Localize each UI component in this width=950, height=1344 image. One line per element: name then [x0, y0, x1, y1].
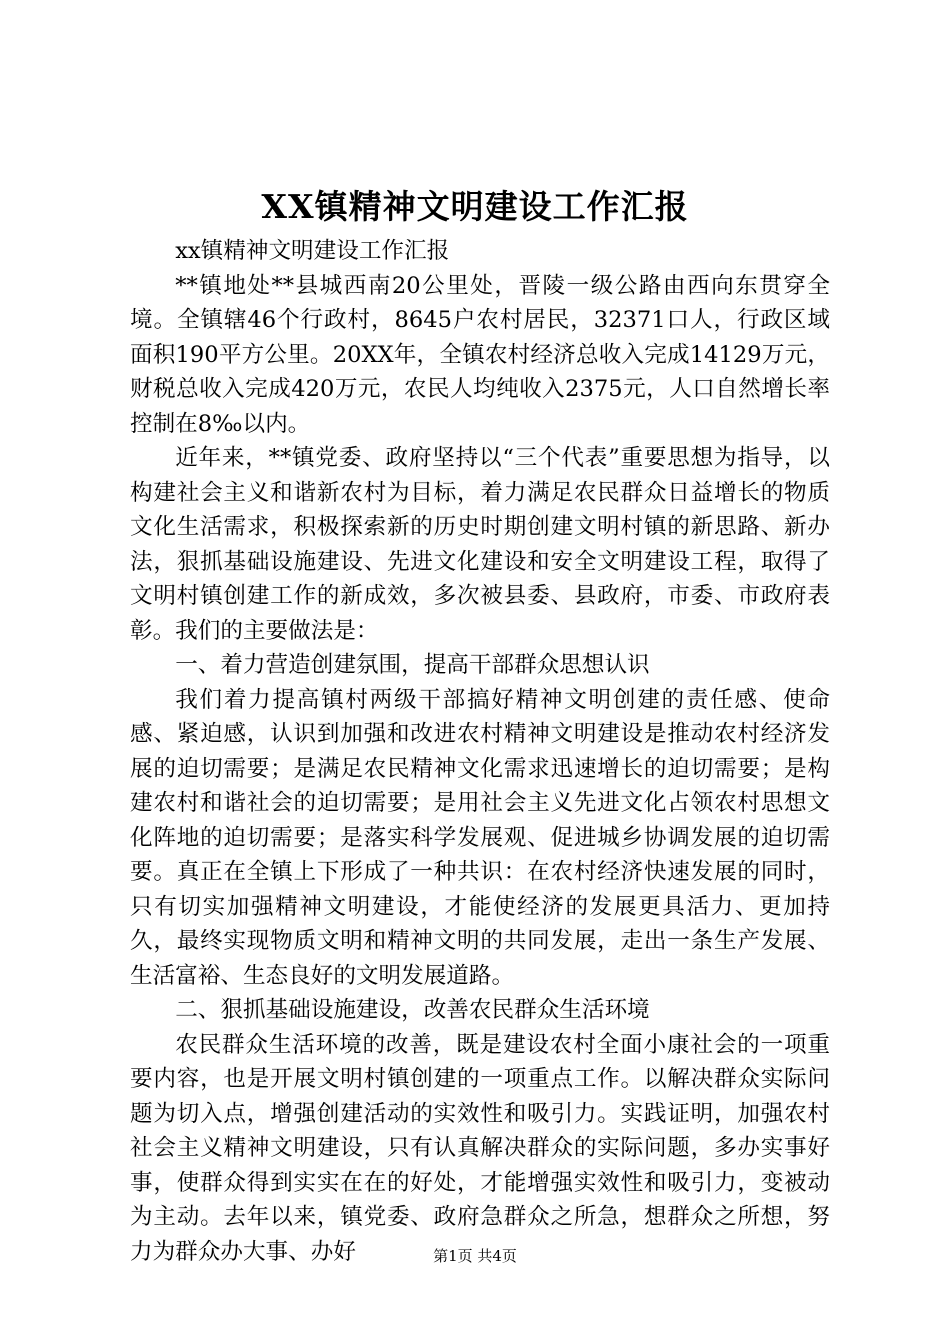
paragraph-subtitle: xx镇精神文明建设工作汇报	[175, 238, 450, 264]
section-heading-1: 一、着力营造创建氛围，提高干部群众思想认识	[175, 652, 650, 678]
section-heading-2: 二、狠抓基础设施建设，改善农民群众生活环境	[175, 997, 650, 1023]
document-body	[130, 234, 830, 1269]
page-footer: 第1页 共4页	[433, 1247, 517, 1265]
document-title: XX镇精神文明建设工作汇报	[261, 187, 689, 226]
paragraph-overview: **镇地处**县城西南20公里处，晋陵一级公路由西向东贯穿全境。全镇辖46个行政村，8645户农村居民，32371口人，行政区域面积190平方公里。20XX年，全镇农村经济总收入完成14129万元，财税总收入完成420万元，农民人均纯收入2375元，人口自然增长率控制在8‰以内。	[130, 272, 830, 437]
paragraph-recent-years: 近年来，**镇党委、政府坚持以“三个代表”重要思想为指导，以构建社会主义和谐新农村为目标，着力满足农民群众日益增长的物质文化生活需求，积极探索新的历史时期创建文明村镇的新思路、新办法，狠抓基础设施建设、先进文化建设和安全文明建设工程，取得了文明村镇创建工作的新成效，多次被县委、县政府，市委、市政府表彰。我们的主要做法是：	[130, 445, 830, 644]
paragraph-section-2: 农民群众生活环境的改善，既是建设农村全面小康社会的一项重要内容，也是开展文明村镇创建的一项重点工作。以解决群众实际问题为切入点，增强创建活动的实效性和吸引力。实践证明，加强农村社会主义精神文明建设，只有认真解决群众的实际问题，多办实事好事，使群众得到实实在在的好处，才能增强实效性和吸引力，变被动为主动。去年以来，镇党委、政府急群众之所急，想群众之所想，努力为群众办大事、办好	[130, 1031, 830, 1265]
paragraph-section-1: 我们着力提高镇村两级干部搞好精神文明创建的责任感、使命感、紧迫感，认识到加强和改进农村精神文明建设是推动农村经济发展的迫切需要；是满足农民精神文化需求迅速增长的迫切需要；是构建农村和谐社会的迫切需要；是用社会主义先进文化占领农村思想文化阵地的迫切需要；是落实科学发展观、促进城乡协调发展的迫切需要。真正在全镇上下形成了一种共识：在农村经济快速发展的同时，只有切实加强精神文明建设，才能使经济的发展更具活力、更加持久，最终实现物质文明和精神文明的共同发展，走出一条生产发展、生活富裕、生态良好的文明发展道路。	[130, 686, 830, 989]
